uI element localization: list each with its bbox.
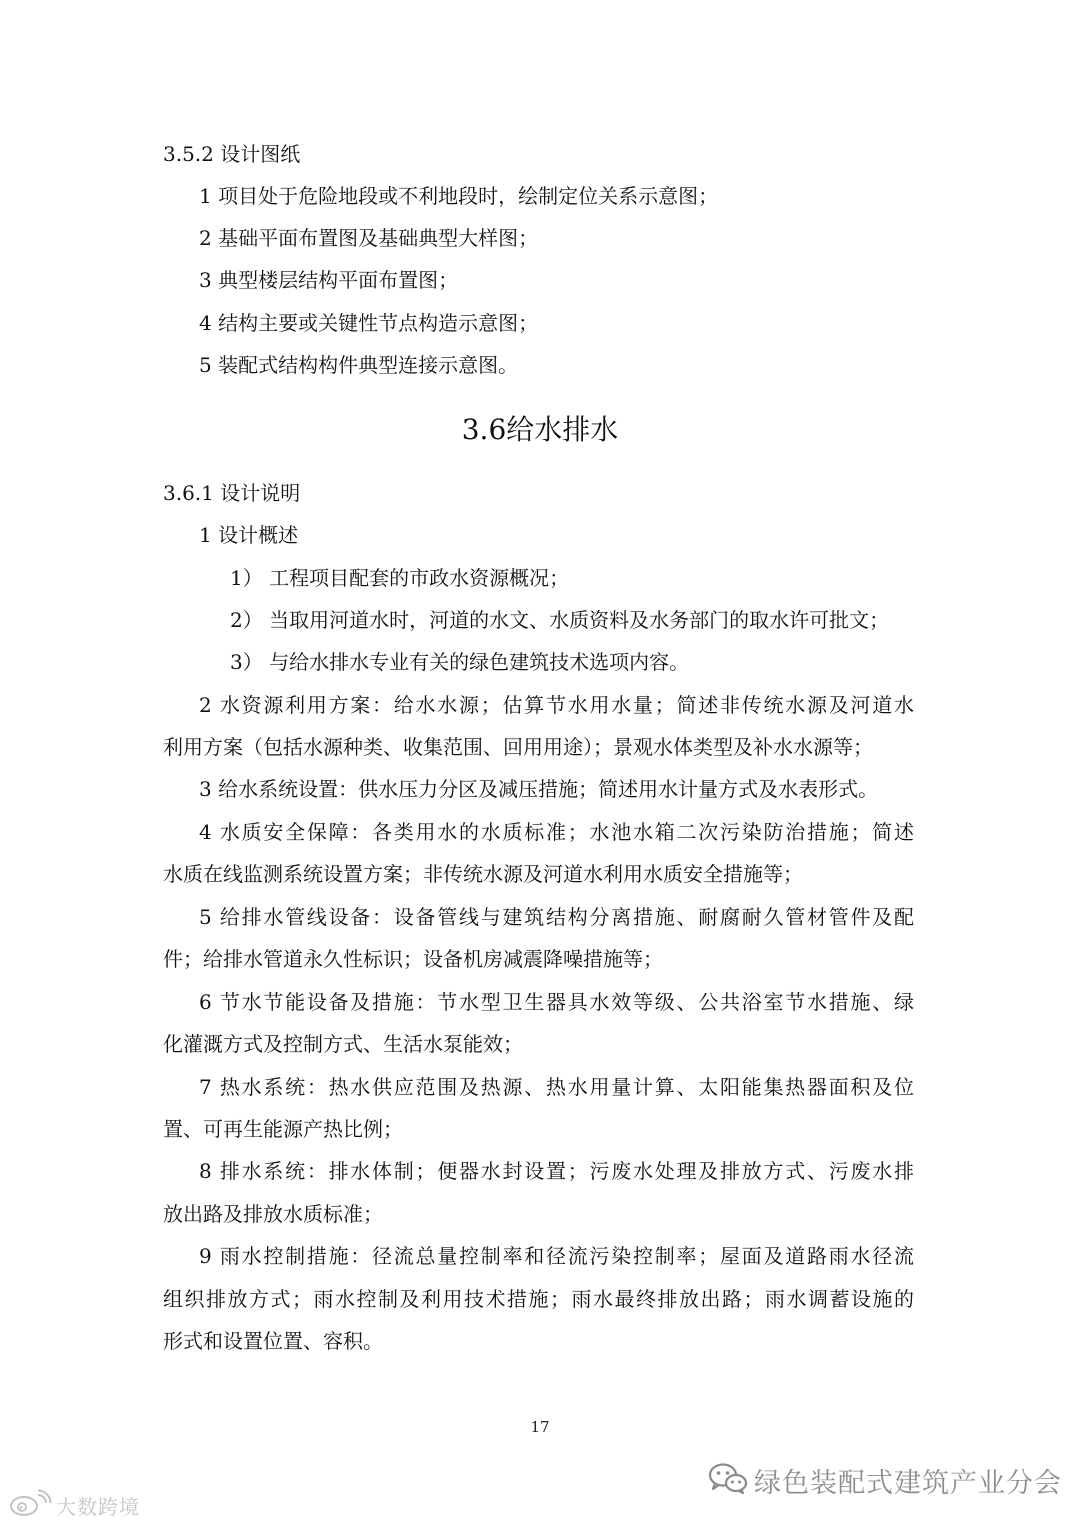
list-item-3-5-2-4: 4 结构主要或关键性节点构造示意图； [199,311,539,335]
paragraph-8-line-1: 8 排水系统：排水体制；便器水封设置；污废水处理及排放方式、污废水排 [199,1159,914,1183]
paragraph-5-line-2: 件；给排水管道永久性标识；设备机房减震降噪措施等； [163,947,663,971]
paragraph-9-line-3: 形式和设置位置、容积。 [163,1329,383,1353]
wechat-icon [708,1461,748,1499]
page-number: 17 [530,1418,550,1436]
list-item-3-5-2-2: 2 基础平面布置图及基础典型大样图； [199,226,539,250]
paragraph-4-line-2: 水质在线监测系统设置方案；非传统水源及河道水利用水质安全措施等； [163,862,803,886]
section-heading-3-5-2: 3.5.2 设计图纸 [163,142,301,166]
section-heading-3-6-1: 3.6.1 设计说明 [163,481,301,505]
paragraph-7-line-1: 7 热水系统：热水供应范围及热源、热水用量计算、太阳能集热器面积及位 [199,1075,914,1099]
overview-label: 1 设计概述 [199,523,299,547]
list-item-3-5-2-1: 1 项目处于危险地段或不利地段时，绘制定位关系示意图； [199,184,719,208]
paragraph-8-line-2: 放出路及排放水质标准； [163,1202,383,1226]
list-item-3-5-2-5: 5 装配式结构构件典型连接示意图。 [199,353,519,377]
paragraph-2-line-1: 2 水资源利用方案：给水水源；估算节水用水量；简述非传统水源及河道水 [199,693,914,717]
paragraph-9-line-1: 9 雨水控制措施：径流总量控制率和径流污染控制率；屋面及道路雨水径流 [199,1244,914,1268]
paragraph-7-line-2: 置、可再生能源产热比例； [163,1117,403,1141]
overview-subitem-2: 2） 当取用河道水时，河道的水文、水质资料及水务部门的取水许可批文； [230,608,890,632]
watermark-wechat-text: 绿色装配式建筑产业分会 [754,1467,1062,1499]
weibo-icon [8,1489,52,1521]
paragraph-5-line-1: 5 给排水管线设备：设备管线与建筑结构分离措施、耐腐耐久管材管件及配 [199,905,914,929]
watermark-weibo [8,1489,140,1521]
watermark-wechat [708,1460,1062,1500]
paragraph-4-line-1: 4 水质安全保障：各类用水的水质标准；水池水箱二次污染防治措施；简述 [199,820,914,844]
paragraph-9-line-2: 组织排放方式；雨水控制及利用技术措施；雨水最终排放出路；雨水调蓄设施的 [163,1287,914,1311]
paragraph-2-line-2: 利用方案（包括水源种类、收集范围、回用用途）；景观水体类型及补水水源等； [163,735,873,759]
overview-subitem-1: 1） 工程项目配套的市政水资源概况； [230,566,570,590]
paragraph-6-line-1: 6 节水节能设备及措施：节水型卫生器具水效等级、公共浴室节水措施、绿 [199,990,914,1014]
section-title-3-6: 3.6给水排水 [461,413,619,446]
paragraph-6-line-2: 化灌溉方式及控制方式、生活水泵能效； [163,1032,523,1056]
list-item-3-5-2-3: 3 典型楼层结构平面布置图； [199,268,459,292]
overview-subitem-3: 3） 与给水排水专业有关的绿色建筑技术选项内容。 [230,650,690,674]
watermark-weibo-text: 大数跨境 [56,1494,140,1519]
paragraph-3-line-1: 3 给水系统设置：供水压力分区及减压措施；简述用水计量方式及水表形式。 [199,777,879,801]
